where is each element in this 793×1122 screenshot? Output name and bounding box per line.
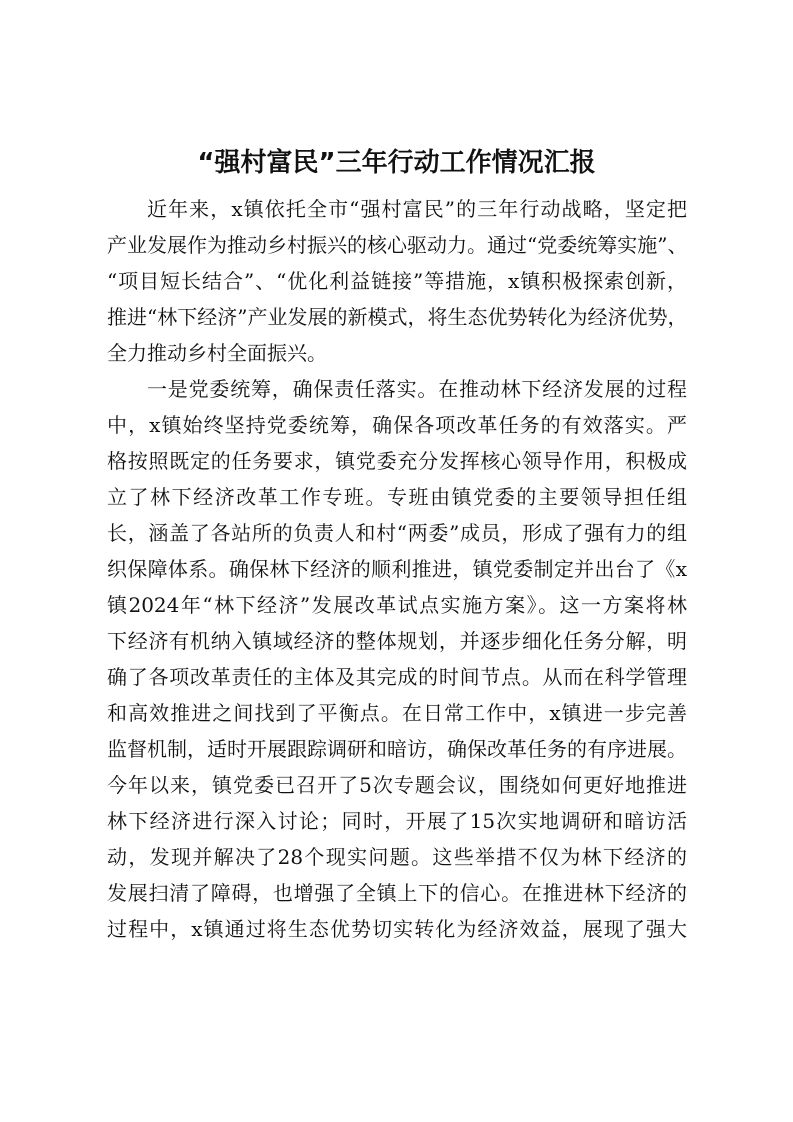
paragraph-2-line-9: 确了各项改革责任的主体及其完成的时间节点。从而在科学管理 bbox=[107, 665, 687, 689]
paragraph-2-line-4: 立了林下经济改革工作专班。专班由镇党委的主要领导担任组 bbox=[107, 485, 687, 509]
paragraph-2-line-15: 发展扫清了障碍，也增强了全镇上下的信心。在推进林下经济的 bbox=[107, 881, 687, 905]
paragraph-2-line-1: 一是党委统筹，确保责任落实。在推动林下经济发展的过程 bbox=[147, 377, 687, 401]
paragraph-1-line-3: “项目短长结合”、“优化利益链接”等措施，x镇积极探索创新， bbox=[107, 269, 687, 293]
paragraph-2-line-11: 监督机制，适时开展跟踪调研和暗访，确保改革任务的有序进展。 bbox=[107, 737, 687, 761]
paragraph-2-line-5: 长，涵盖了各站所的负责人和村“两委”成员，形成了强有力的组 bbox=[107, 521, 687, 545]
paragraph-2-line-8: 下经济有机纳入镇域经济的整体规划，并逐步细化任务分解，明 bbox=[107, 629, 687, 653]
paragraph-1-line-1: 近年来，x镇依托全市“强村富民”的三年行动战略，坚定把 bbox=[147, 197, 687, 221]
paragraph-1-line-2: 产业发展作为推动乡村振兴的核心驱动力。通过“党委统筹实施”、 bbox=[107, 233, 687, 257]
paragraph-2-line-13: 林下经济进行深入讨论；同时，开展了15次实地调研和暗访活 bbox=[107, 809, 687, 833]
paragraph-2-line-3: 格按照既定的任务要求，镇党委充分发挥核心领导作用，积极成 bbox=[107, 449, 687, 473]
document-title: “强村富民”三年行动工作情况汇报 bbox=[197, 148, 596, 178]
paragraph-2-line-6: 织保障体系。确保林下经济的顺利推进，镇党委制定并出台了《x bbox=[107, 557, 687, 581]
paragraph-2-line-2: 中，x镇始终坚持党委统筹，确保各项改革任务的有效落实。严 bbox=[107, 413, 687, 437]
paragraph-2-line-14: 动，发现并解决了28个现实问题。这些举措不仅为林下经济的 bbox=[107, 845, 687, 869]
paragraph-2-line-16: 过程中，x镇通过将生态优势切实转化为经济效益，展现了强大 bbox=[107, 917, 687, 941]
paragraph-2-line-7: 镇2024年“林下经济”发展改革试点实施方案》。这一方案将林 bbox=[107, 593, 687, 617]
paragraph-2-line-12: 今年以来，镇党委已召开了5次专题会议，围绕如何更好地推进 bbox=[107, 773, 687, 797]
paragraph-1-line-4: 推进“林下经济”产业发展的新模式，将生态优势转化为经济优势， bbox=[107, 305, 687, 329]
paragraph-1-line-5: 全力推动乡村全面振兴。 bbox=[107, 341, 327, 365]
paragraph-2-line-10: 和高效推进之间找到了平衡点。在日常工作中，x镇进一步完善 bbox=[107, 701, 687, 725]
